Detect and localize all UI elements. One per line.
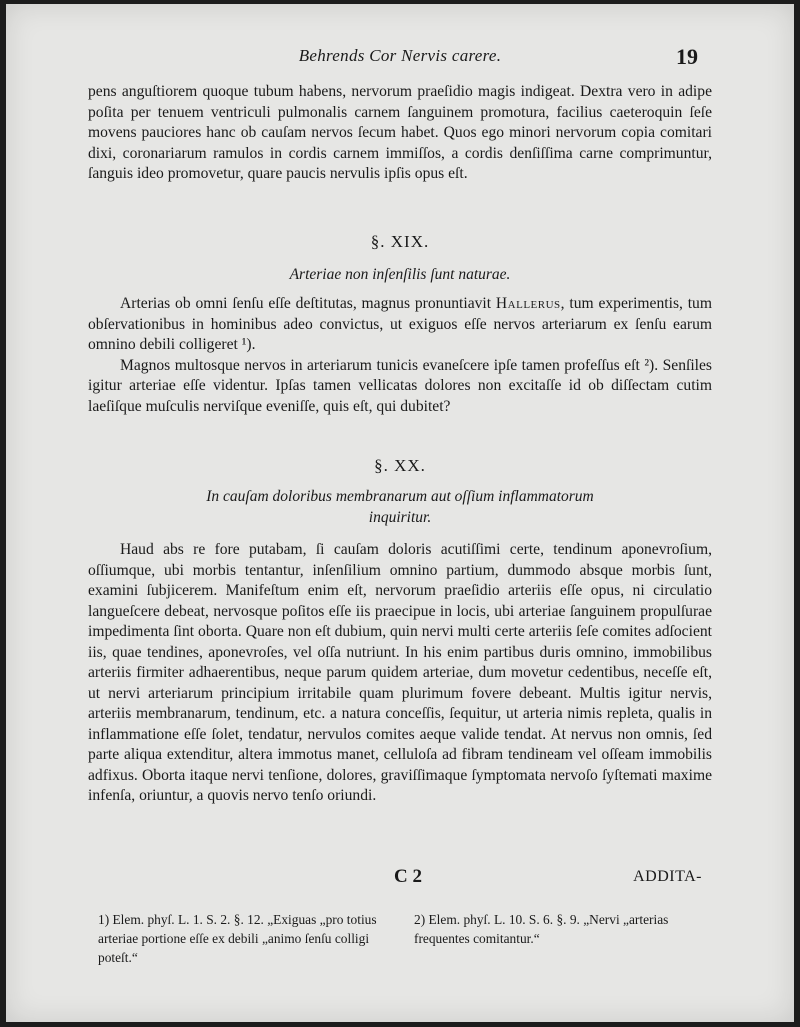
signature-mark: C 2 (394, 866, 422, 887)
footnote-1: 1) Elem. phyſ. L. 1. S. 2. §. 12. „Exiguas „pro totius arteriae portione eſſe ex debili „animo ſenſu colligi poteſt.“ (98, 912, 377, 965)
author-name-hallerus: Hallerus (495, 295, 561, 312)
section-xx-body (88, 540, 712, 807)
page-number: 19 (676, 44, 698, 69)
section-xix-paragraph-1-before: Arterias ob omni ſenſu eſſe deſtitutas, magnus pronuntiavit (120, 295, 496, 312)
opening-paragraph: pens anguſtiorem quoque tubum habens, nervorum praeſidio magis indigeat. Dextra vero in adipe poſita per tenuem ventriculi pulmonalis carnem ſanguinem promotura, facilius caeteroquin ſeſe movens pauciores hanc ob cauſam nervos ſecum habet. Quos ego minori nervorum copia comitari dixi, coronariarum ramulos in cordis carnem immiſſos, a cordis denſiſſima carne comprimuntur, ſanguis ideo promovetur, quare paucis nervulis ipſis opus eſt. (88, 83, 712, 182)
running-head: Behrends Cor Nervis carere. (298, 46, 502, 65)
section-xix-paragraph-1 (88, 294, 712, 356)
section-xix-title: Arteriae non inſenſilis ſunt naturae. (289, 266, 511, 283)
book-page (6, 4, 794, 1022)
section-xix-paragraph-1-after: , tum experimentis, tum obſervationibus in hominibus adeo convictus, ut exiguos eſſe nervos arteriarum ex ſenſu earum omnino debili colligeret ¹). (88, 295, 712, 353)
section-xx-paragraph: Haud abs re fore putabam, ſi cauſam doloris acutiſſimi certe, tendinum aponevroſium, oſſiumque, ubi morbis tentantur, inſenſilium omnino partium, dummodo absque morbis ſunt, examini ſubjicerem. Manifeſtum enim eſt, nervorum praeſidio arteriis eſſe opus, ni circulatio langueſcere debeat, nervosque poſitos eſſe iis praecipue in locis, ubi arteriae ſanguinem propulſurae impedimenta ſint oborta. Quare non eſt dubium, quin nervi multi certe arteriis ſeſe comites adſocient iis, quae tendines, aponevroſes, vel oſſa nutriunt. In his enim partibus duris omnino, immobilibus arteriis firmiter adhaerentibus, neque parum quidem arteriae, dum movetur cedentibus, neceſſe eſt, ut nervi arteriarum principium irritabile quam plurimum fovere debeant. Multis igitur nervis, arteriis membranarum, tendinum, etc. a natura conceſſis, ſequitur, ut arteria nimis repleta, qualis in inflammatione eſſe ſolet, tendatur, nervulos comites aeque valide tendat. At nervus non omnis, ſed parte aliqua extenditur, altera immotus manet, celluloſa ad fibram tendineam vel oſſeam immobilis adfixus. Oborta itaque nervi tenſione, dolores, graviſſimaque ſymptomata nervoſo ſyſtemati maxime infenſa, oriuntur, a quovis nervo tenſo oriundi. (88, 541, 712, 804)
opening-paragraph-block (88, 82, 712, 185)
section-xx-title-line-1: In cauſam doloribus membranarum aut oſſium inflammatorum (206, 488, 594, 505)
section-xx-title-line-2: inquiritur. (368, 509, 432, 526)
section-xix-number: §. XIX. (370, 232, 430, 251)
section-xix-body (88, 294, 712, 417)
section-xx-number: §. XX. (374, 456, 426, 475)
section-xix-paragraph-2: Magnos multosque nervos in arteriarum tunicis evaneſcere ipſe tamen profeſſus eſt ²). Senſiles igitur arteriae eſſe videntur. Ipſas tamen vellicatas dolores non excitaſſe id ob diſſectam cutim laeſiſque muſculis nerviſque eveniſſe, quis eſt, qui dubitet? (88, 356, 712, 415)
catchword: ADDITA- (633, 868, 702, 885)
footnote-2: 2) Elem. phyſ. L. 10. S. 6. §. 9. „Nervi „arterias frequentes comitantur.“ (414, 912, 669, 946)
